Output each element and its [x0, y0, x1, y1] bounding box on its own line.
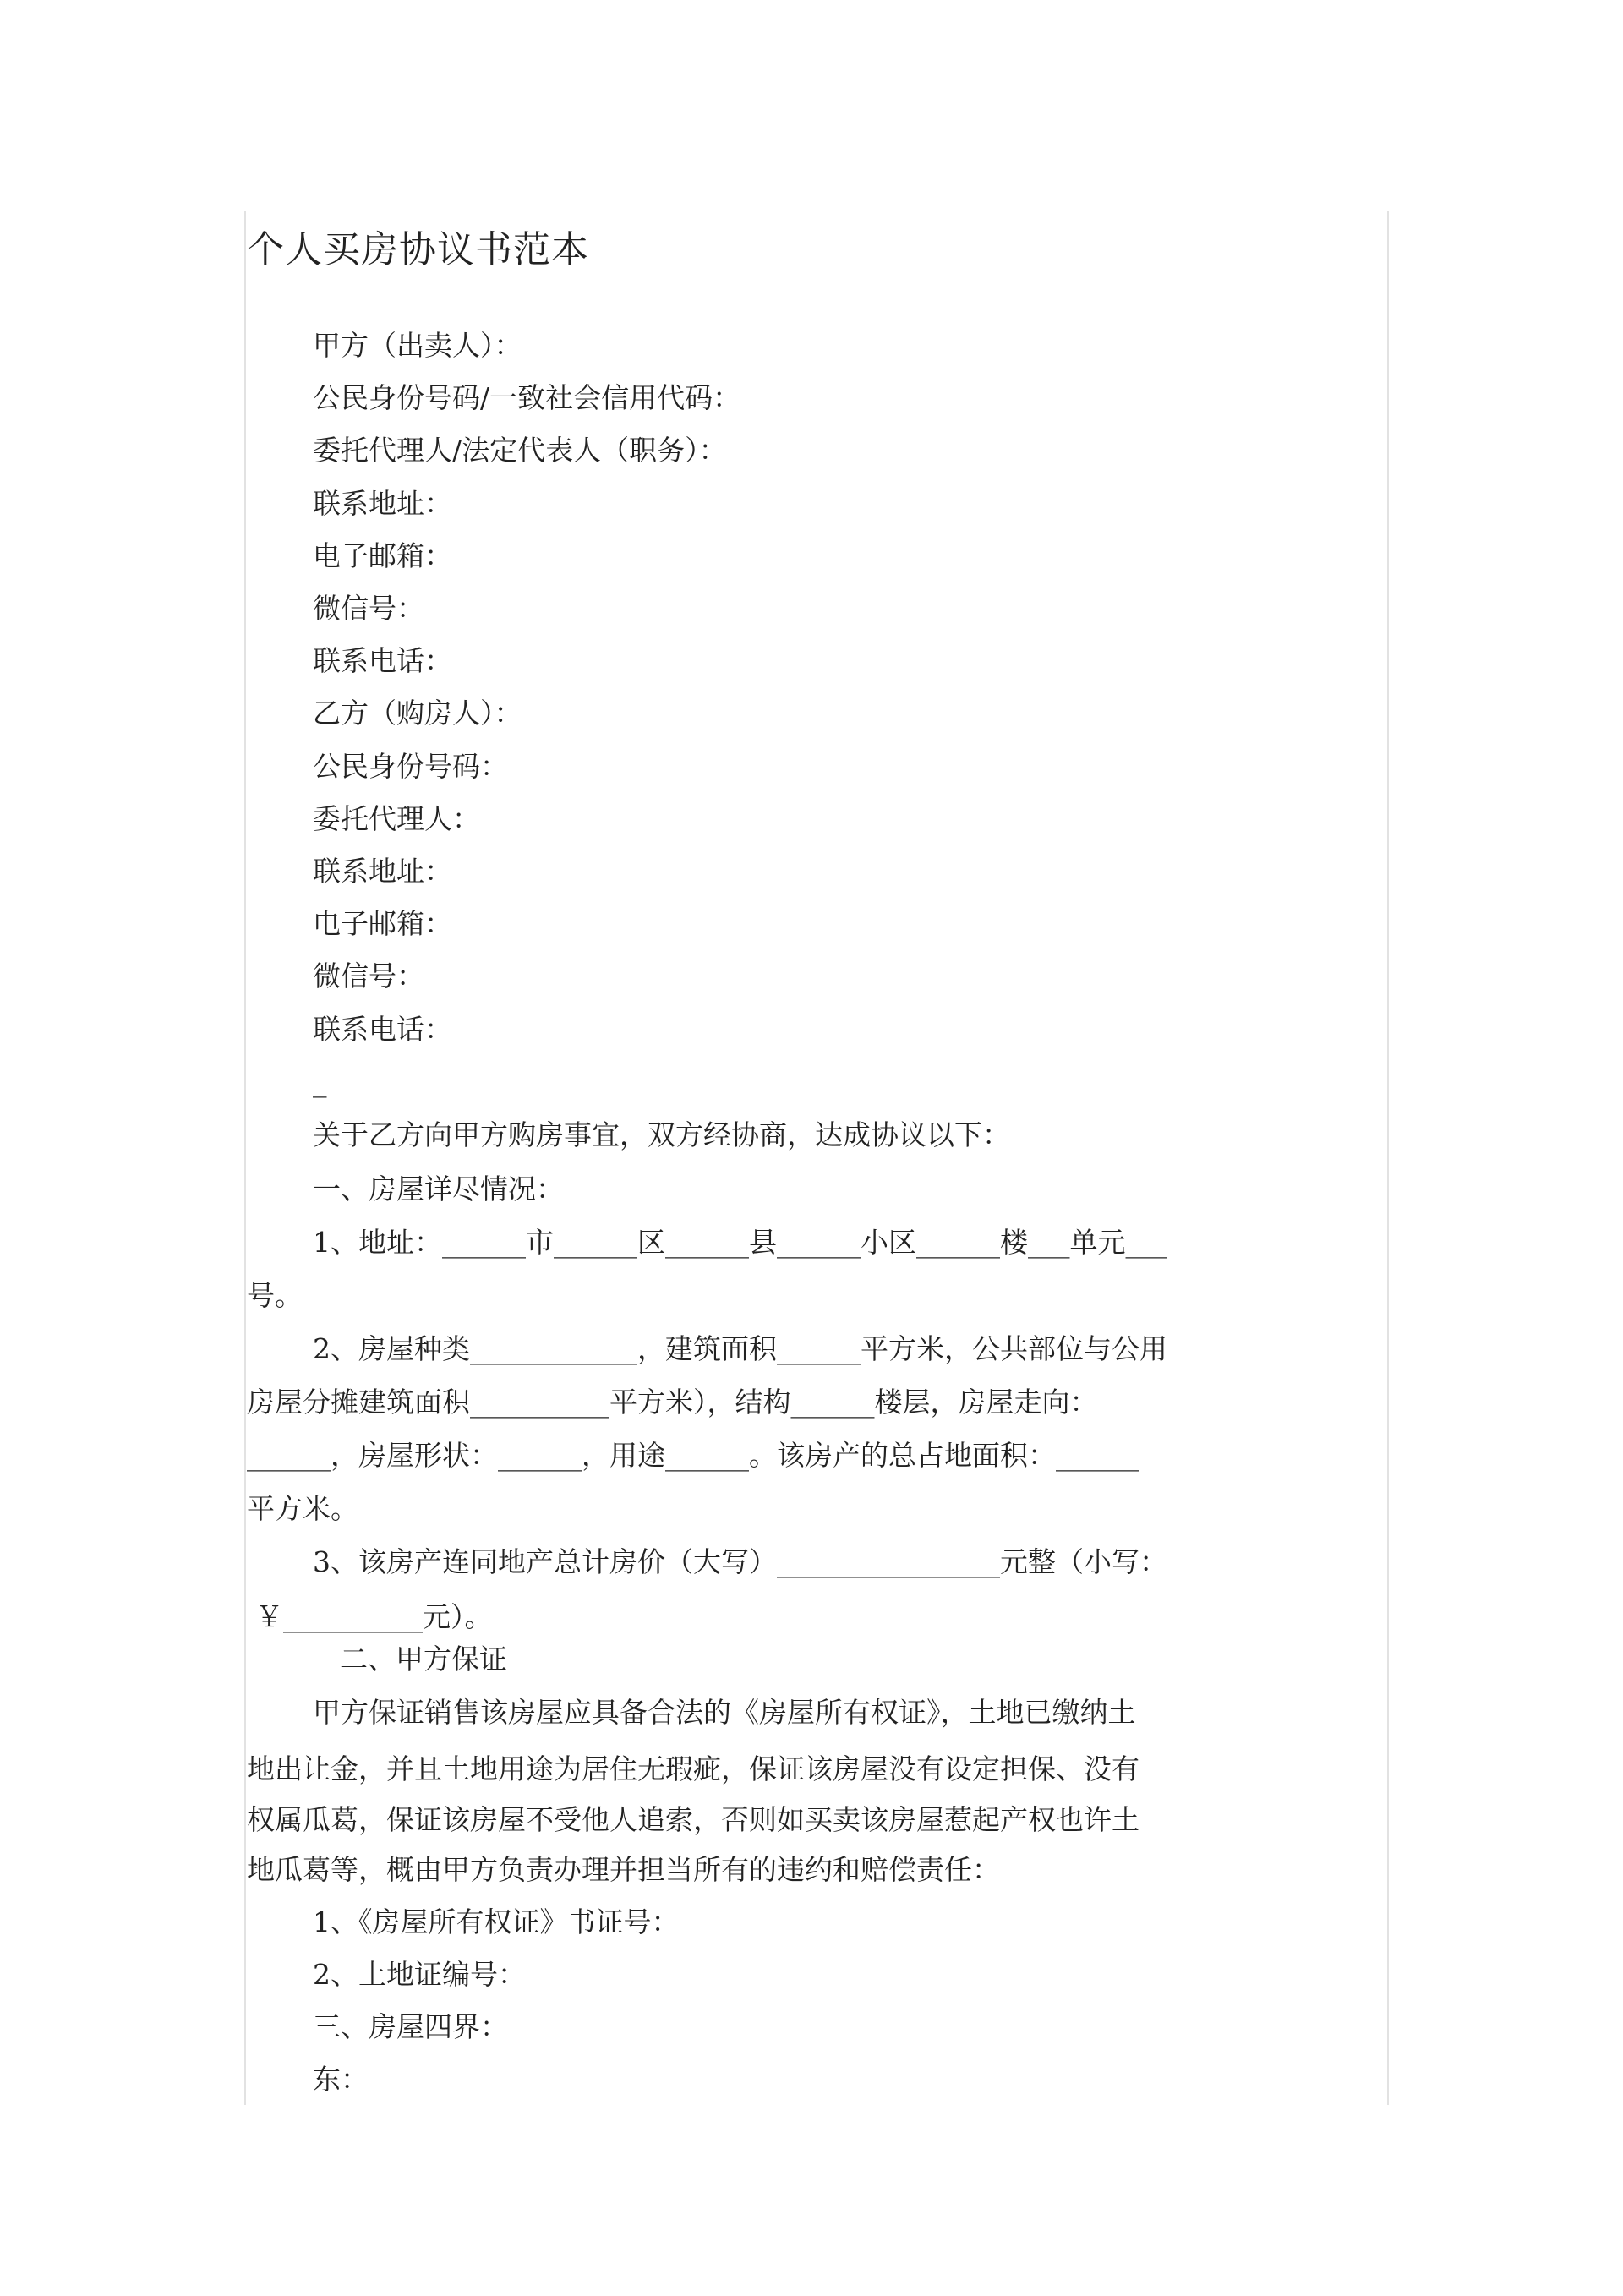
section-1-heading: 一、房屋详尽情况：: [313, 1173, 564, 1205]
house-type-clause-line: 2、房屋种类____________，建筑面积______平方米，公共部位与公用: [313, 1332, 1167, 1365]
document-title: 个人买房协议书范本: [247, 228, 589, 271]
page-border-right: [1387, 211, 1389, 2105]
separator-underscore: _: [313, 1065, 327, 1098]
seller-phone-line: 联系电话：: [313, 644, 452, 677]
seller-wechat-line: 微信号：: [313, 592, 424, 625]
guarantee-paragraph-line-4: 地瓜葛等，概由甲方负责办理并担当所有的违约和赔偿责任：: [247, 1853, 1000, 1886]
seller-id-line: 公民身份号码/一致社会信用代码：: [313, 381, 741, 414]
buyer-address-line: 联系地址：: [313, 855, 452, 888]
buyer-email-line: 电子邮箱：: [313, 907, 452, 940]
agreement-intro-line: 关于乙方向甲方购房事宜，双方经协商，达成协议以下：: [313, 1118, 1010, 1151]
buyer-line: 乙方（购房人）：: [313, 697, 522, 730]
house-type-clause-continuation-2: ______，房屋形状：______，用途______。该房产的总占地面积：______: [247, 1439, 1139, 1472]
guarantee-paragraph-line-2: 地出让金，并且土地用途为居住无瑕疵，保证该房屋没有设定担保、没有: [247, 1752, 1139, 1785]
east-boundary-line: 东：: [313, 2063, 369, 2096]
house-type-clause-continuation-3: 平方米。: [247, 1492, 358, 1525]
ownership-certificate-line: 1、《房屋所有权证》书证号：: [313, 1905, 680, 1938]
seller-line: 甲方（出卖人）：: [313, 329, 522, 362]
buyer-wechat-line: 微信号：: [313, 959, 424, 992]
buyer-phone-line: 联系电话：: [313, 1013, 452, 1046]
address-clause-continuation: 号。: [247, 1279, 303, 1312]
guarantee-paragraph-line-3: 权属瓜葛，保证该房屋不受他人追索，否则如买卖该房屋惹起产权也许土: [247, 1803, 1139, 1836]
land-certificate-line: 2、土地证编号：: [313, 1958, 526, 1991]
section-3-heading: 三、房屋四界：: [313, 2010, 508, 2043]
seller-agent-line: 委托代理人/法定代表人（职务）：: [313, 434, 727, 467]
seller-email-line: 电子邮箱：: [313, 539, 452, 572]
buyer-agent-line: 委托代理人：: [313, 802, 480, 835]
price-clause-continuation: ￥__________元）。: [255, 1600, 493, 1633]
section-2-heading: 二、甲方保证: [340, 1643, 507, 1676]
page-border-left: [244, 211, 246, 2105]
address-clause-line: 1、地址：______市______区______县______小区______楼___单元___: [313, 1226, 1167, 1259]
guarantee-paragraph-line-1: 甲方保证销售该房屋应具备合法的《房屋所有权证》，土地已缴纳土: [313, 1696, 1136, 1729]
house-type-clause-continuation-1: 房屋分摊建筑面积__________平方米），结构______楼层，房屋走向：: [247, 1386, 1098, 1419]
buyer-id-line: 公民身份号码：: [313, 750, 508, 783]
price-clause-line: 3、该房产连同地产总计房价（大写）________________元整（小写：: [313, 1545, 1167, 1578]
seller-address-line: 联系地址：: [313, 487, 452, 520]
